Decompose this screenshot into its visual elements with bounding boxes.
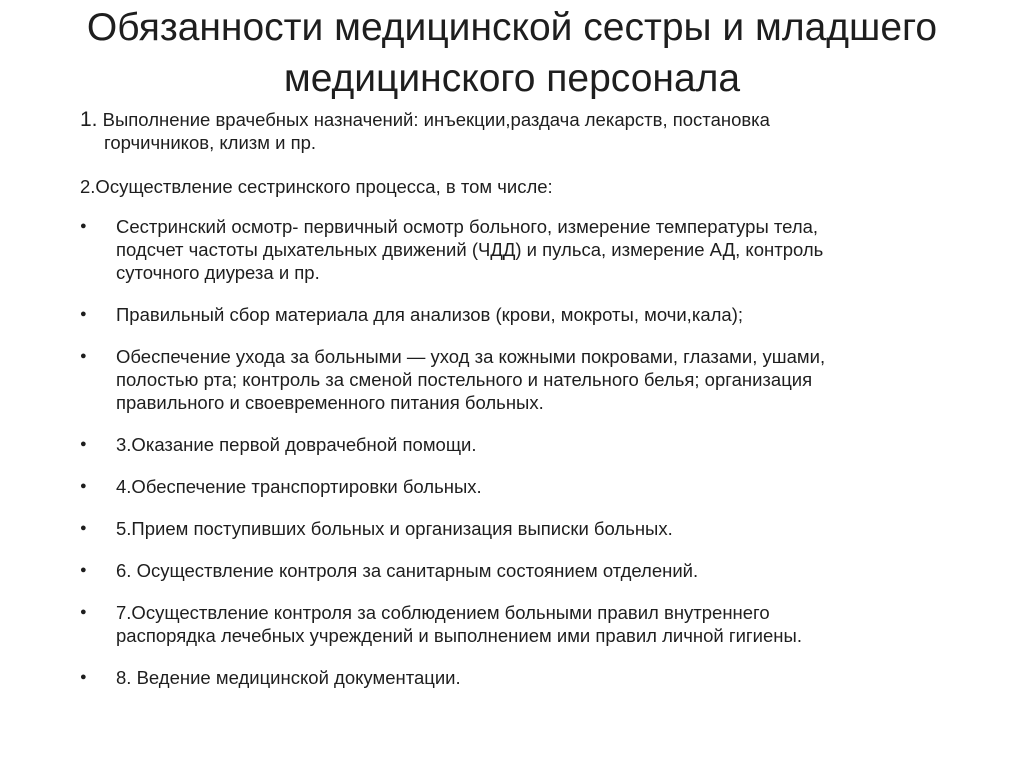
paragraph-2: 2.Осуществление сестринского процесса, в том числе: [80,176,553,197]
bullet-dot-icon: ● [80,308,87,320]
list-item-line: правильного и своевременного питания больных. [116,392,544,413]
bullet-dot-icon: ● [80,480,87,492]
list-item [80,517,960,540]
title-line-1: Обязанности медицинской сестры и младшего [86,6,938,49]
list-item-line: суточного диуреза и пр. [116,262,320,283]
bullet-dot-icon: ● [80,606,87,618]
paragraph-1-number: 1. [80,108,98,131]
bullet-dot-icon: ● [80,522,87,534]
list-item [80,559,960,582]
bullet-dot-icon: ● [80,350,87,362]
list-item [80,475,960,498]
list-item [80,303,960,326]
bullet-dot-icon: ● [80,438,87,450]
list-item [80,666,960,689]
list-item-line: 4.Обеспечение транспортировки больных. [116,476,482,497]
list-item-line: 6. Осуществление контроля за санитарным состоянием отделений. [116,560,699,581]
list-item [80,345,960,414]
bullet-dot-icon: ● [80,671,87,683]
paragraph-1 [80,108,960,154]
list-item-line: 5.Прием поступивших больных и организация выписки больных. [116,518,673,539]
list-item-line: полостью рта; контроль за сменой постельного и нательного белья; организация [116,369,813,390]
bullet-list [80,215,960,689]
bullet-dot-icon: ● [80,220,87,232]
list-item-line: Обеспечение ухода за больными — уход за кожными покровами, глазами, ушами, [116,346,826,367]
list-item-line: подсчет частоты дыхательных движений (ЧДД) и пульса, измерение АД, контроль [116,239,824,260]
list-item [80,215,960,284]
bullet-dot-icon: ● [80,564,87,576]
paragraph-1-line-1: Выполнение врачебных назначений: инъекции,раздача лекарств, постановка [97,109,770,130]
list-item-line: Сестринский осмотр- первичный осмотр больного, измерение температуры тела, [116,216,819,237]
slide-title [60,2,964,104]
list-item-line: Правильный сбор материала для анализов (крови, мокроты, мочи,кала); [116,304,743,325]
title-line-2: медицинского персонала [283,57,741,100]
list-item [80,433,960,456]
list-item-line: 7.Осуществление контроля за соблюдением больными правил внутреннего [116,602,770,623]
list-item-line: распорядка лечебных учреждений и выполнением ими правил личной гигиены. [116,625,802,646]
paragraph-1-line-2: горчичников, клизм и пр. [104,132,317,153]
list-item-line: 8. Ведение медицинской документации. [116,667,461,688]
list-item [80,601,960,647]
list-item-line: 3.Оказание первой доврачебной помощи. [116,434,477,455]
slide-content [80,108,960,689]
